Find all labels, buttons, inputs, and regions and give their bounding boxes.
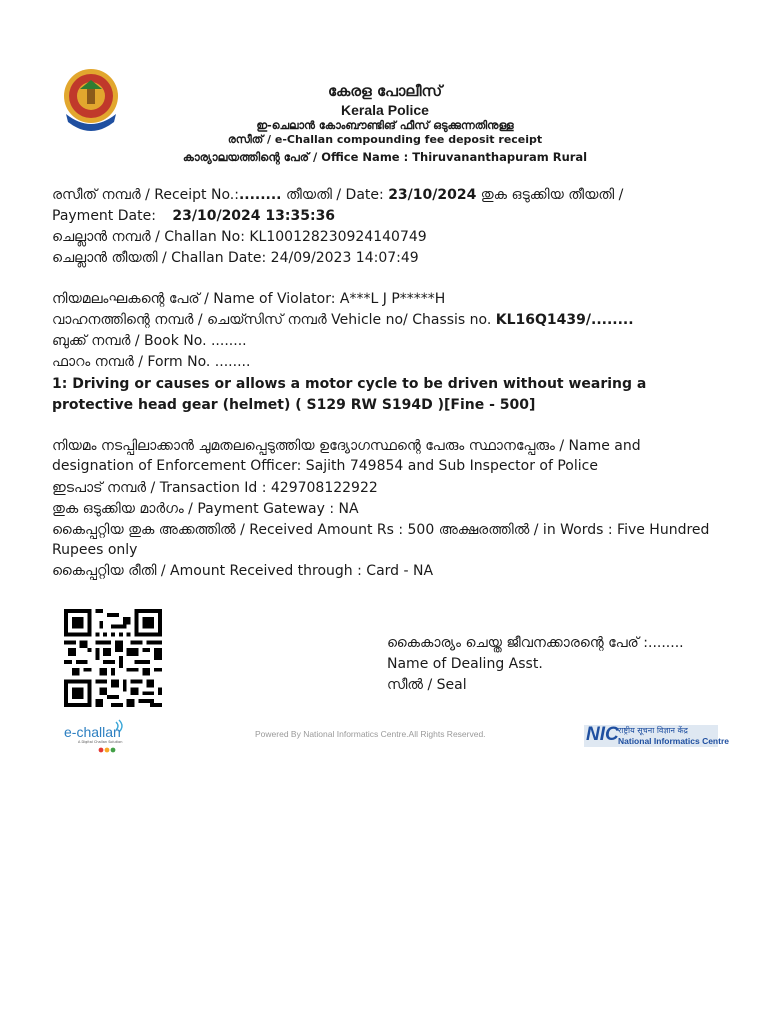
payment-date-line <box>52 206 335 226</box>
form-number: ഫാറം നമ്പർ / Form No. ........ <box>52 354 251 370</box>
nic-english-name: National Informatics Centre <box>618 736 729 746</box>
nic-abbreviation: NIC <box>586 724 619 745</box>
receipt-no-value: ........ <box>238 187 282 203</box>
org-name-english: Kerala Police <box>341 102 429 118</box>
offense-description: 1: Driving or causes or allows a motor cycle to be driven without wearing a protective head gear (helmet) ( S129 RW S194D )[Fine - 500] <box>52 376 647 413</box>
payment-date-value: 23/10/2024 13:35:36 <box>172 208 336 224</box>
dealing-assistant-label: Name of Dealing Asst. <box>387 656 543 672</box>
enforcement-officer: നിയമം നടപ്പിലാക്കാൻ ചുമതലപ്പെടുത്തിയ ഉദ്യോഗസ്ഥന്റെ പേരും സ്ഥാനപ്പേരും / Name and designation of Enforcement Officer: Sajith 749854 and Sub Inspector of Police <box>52 438 641 474</box>
vehicle-label: വാഹനത്തിന്റെ നമ്പർ / ചെയ്സിസ് നമ്പർ Vehicle no/ Chassis no. <box>52 312 496 328</box>
receipt-title-malayalam: ഇ-ചെലാൻ കോംബൗണ്ടിങ് ഫീസ് ഒടുക്കുന്നതിനുള്ള <box>256 119 514 132</box>
receipt-no-label: രസീത് നമ്പർ / Receipt No.: <box>52 187 239 203</box>
org-name-malayalam: കേരള പോലീസ് <box>327 82 443 100</box>
book-number: ബുക്ക് നമ്പർ / Book No. ........ <box>52 333 247 349</box>
powered-by-text: Powered By National Informatics Centre.All Rights Reserved. <box>255 729 486 739</box>
payment-gateway: തുക ഒടുക്കിയ മാർഗം / Payment Gateway : NA <box>52 501 359 517</box>
paid-date-label: തുക ഒടുക്കിയ തീയതി / <box>476 187 624 203</box>
nic-hindi-name: राष्ट्रीय सूचना विज्ञान केंद्र <box>618 726 688 735</box>
seal-label: സീൽ / Seal <box>387 677 467 693</box>
vehicle-value: KL16Q1439/........ <box>495 312 634 328</box>
transaction-id: ഇടപാട് നമ്പർ / Transaction Id : 429708122922 <box>52 480 378 496</box>
challan-date: ചെല്ലാൻ തീയതി / Challan Date: 24/09/2023 14:07:49 <box>52 250 419 266</box>
echallan-tagline: A Digital Challan Solution <box>78 740 123 744</box>
payment-date-label: Payment Date: <box>52 208 156 224</box>
dealing-assistant-name: കൈകാര്യം ചെയ്ത ജീവനക്കാരന്റെ പേര് :........ <box>387 635 684 651</box>
office-name: കാര്യാലയത്തിന്റെ പേര് / Office Name : Thiruvananthapuram Rural <box>182 150 588 164</box>
echallan-text: e-challan <box>64 724 121 740</box>
receipt-number-line <box>52 185 623 205</box>
challan-number: ചെല്ലാൻ നമ്പർ / Challan No: KL100128230924140749 <box>52 229 427 245</box>
date-value: 23/10/2024 <box>388 187 477 203</box>
echallan-logo <box>62 718 128 754</box>
amount-received-through: കൈപ്പറ്റിയ രീതി / Amount Received through : Card - NA <box>52 563 434 579</box>
date-label: തീയതി / Date: <box>281 187 389 203</box>
nic-logo <box>584 722 729 750</box>
vehicle-number-line <box>52 310 634 330</box>
receipt-title: രസീത് / e-Challan compounding fee deposit receipt <box>227 133 543 146</box>
kerala-police-emblem-icon <box>60 64 122 138</box>
violator-name: നിയമലംഘകന്റെ പേര് / Name of Violator: A***L J P*****H <box>52 291 446 307</box>
received-amount: കൈപ്പറ്റിയ തുക അക്കത്തിൽ / Received Amount Rs : 500 അക്ഷരത്തിൽ / in Words : Five Hundred Rupees only <box>52 522 710 558</box>
qr-code-icon <box>62 609 164 707</box>
